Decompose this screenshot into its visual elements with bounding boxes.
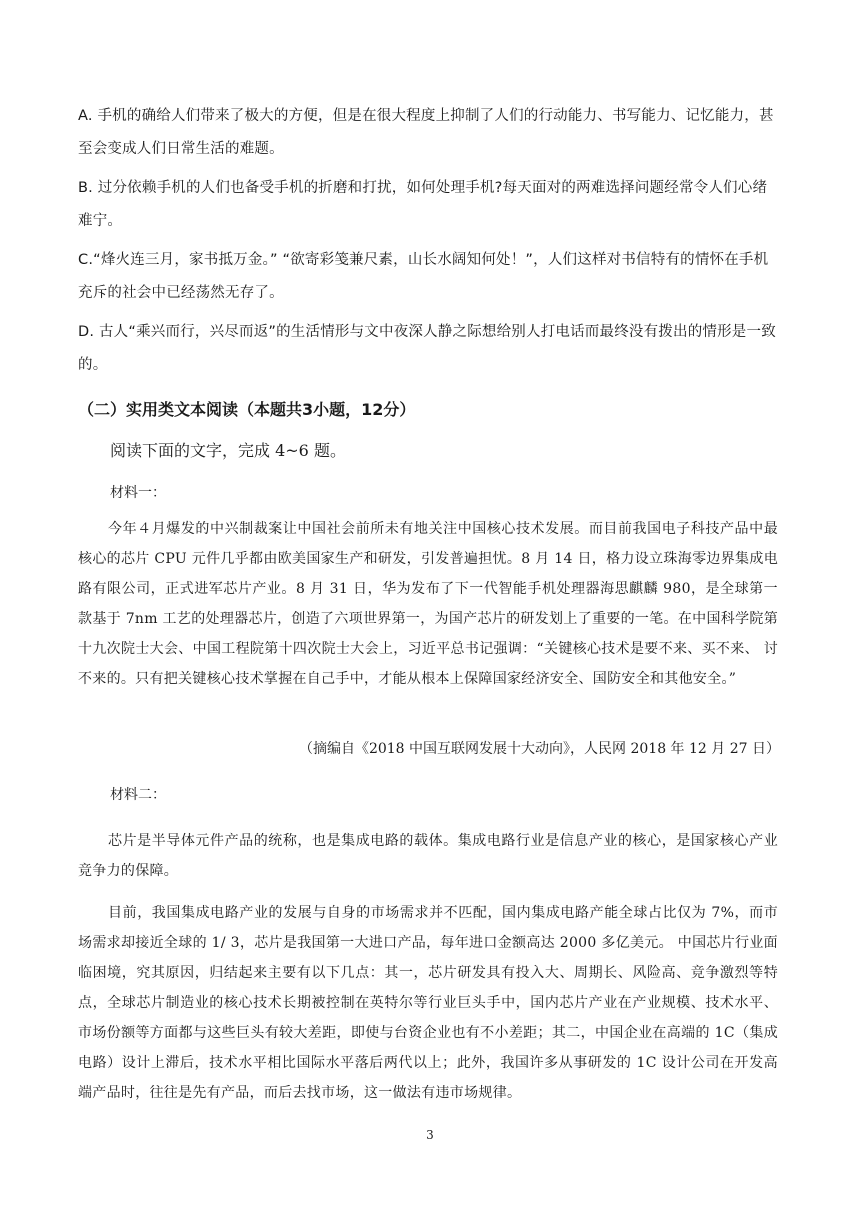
material-two-paragraph-2: 目前，我国集成电路产业的发展与自身的市场需求并不匹配，国内集成电路产能全球占比仅为 7%，而市场需求却接近全球的 1/ 3，芯片是我国第一大进口产品，每年进口金额高达 2000 多亿美元。 中国芯片行业面临困境，究其原因，归结起来主要有以下几点：其一，芯片研发具有投入大、周期长、风险高、竞争激烈等特点，全球芯片制造业的核心技术长期被控制在英特尔等行业巨头手中，国内芯片产业在产业规模、技术水平、市场份额等方面都与这些巨头有较大差距，即使与台资企业也有不小差距；其二，中国企业在高端的 1C（集成电路）设计上滞后，技术水平相比国际水平落后两代以上；此外，我国许多从事研发的 1C 设计公司在开发高端产品时，往往是先有产品，而后去找市场，这一做法有违市场规律。 bbox=[78, 905, 778, 1101]
page-number: 3 bbox=[426, 1128, 434, 1142]
option-a: A. 手机的确给人们带来了极大的方便，但是在很大程度上抑制了人们的行动能力、书写能力、记忆能力，甚至会变成人们日常生活的难题。 bbox=[78, 108, 774, 157]
option-d: D. 古人“乘兴而行，兴尽而返”的生活情形与文中夜深人静之际想给别人打电话而最终没有拨出的情形是一致的。 bbox=[78, 324, 776, 373]
material-one-text: 今年４月爆发的中兴制裁案让中国社会前所未有地关注中国核心技术发展。而目前我国电子科技产品中最核心的芯片 CPU 元件几乎都由欧美国家生产和研发，引发普遍担忧。8 月 14 日，格力设立珠海零边界集成电路有限公司，正式进军芯片产业。8 月 31 日，华为发布了下一代智能手机处理器海思麒麟 980，是全球第一款基于 7nm 工艺的处理器芯片，创造了六项世界第一，为国产芯片的研发划上了重要的一笔。在中国科学院第十九次院士大会、中国工程院第十四次院士大会上，习近平总书记强调：“关键核心技术是要不来、买不来、 讨不来的。只有把关键核心技术掌握在自己手中，才能从根本上保障国家经济安全、国防安全和其他安全。” bbox=[78, 521, 778, 687]
section-title: （二）实用类文本阅读（本题共3小题，12分） bbox=[78, 400, 416, 419]
section-instruction: 阅读下面的文字，完成 4~6 题。 bbox=[110, 441, 346, 460]
option-b: B. 过分依赖手机的人们也备受手机的折磨和打扰，如何处理手机?每天面对的两难选择问题经常令人们心绪难宁。 bbox=[78, 180, 768, 229]
material-two-paragraph-1: 芯片是半导体元件产品的统称，也是集成电路的载体。集成电路行业是信息产业的核心，是国家核心产业竞争力的保障。 bbox=[78, 833, 778, 879]
material-one-source: （摘编自《2018 中国互联网发展十大动向》，人民网 2018 年 12 月 27 日） bbox=[298, 741, 780, 757]
material-two-label: 材料二： bbox=[110, 787, 166, 803]
material-one-label: 材料一： bbox=[110, 485, 166, 501]
option-c: C.“烽火连三月，家书抵万金。” “欲寄彩笺兼尺素，山长水阔知何处！”，人们这样对书信特有的情怀在手机充斥的社会中已经荡然无存了。 bbox=[78, 252, 769, 301]
